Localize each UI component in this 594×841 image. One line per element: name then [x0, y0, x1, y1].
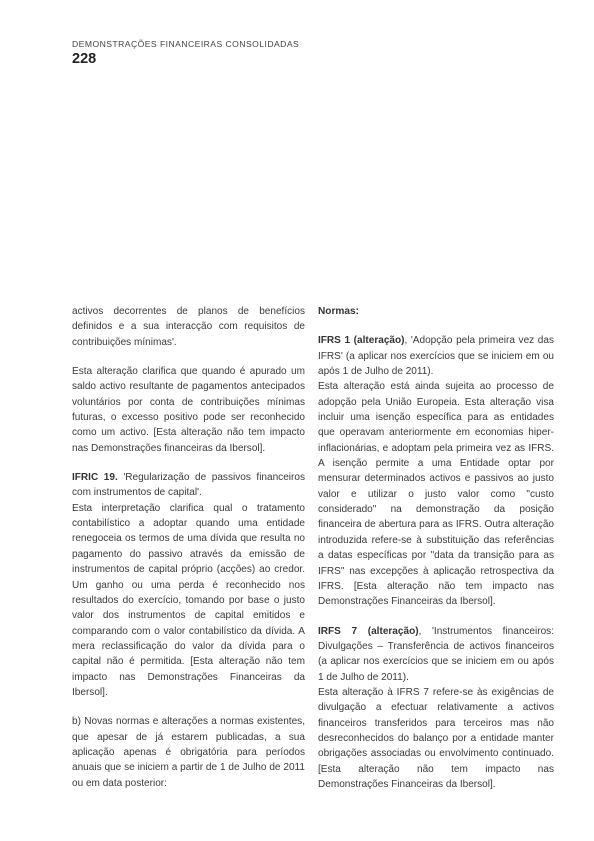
page-number: 228	[72, 51, 97, 67]
ifrs-7-body: Esta alteração à IFRS 7 refere-se às exigências de divulgação a efectuar relativamente a activos financeiros transferidos para terceiros mas não desreconhecidos do balanço por a entidade manter obrigações associadas ou envolvimento continuado. [Esta alteração não tem impacto nas Demonstrações Financeiras da Ibersol].	[318, 686, 554, 790]
paragraph-benefit-plans: activos decorrentes de planos de benefícios definidos e a sua interacção com requisitos de contribuições mínimas'.	[72, 306, 305, 348]
ifrs-1-label: IFRS 1 (alteração)	[318, 335, 405, 347]
ifrs-1-title: , 'Adopção pela primeira vez das IFRS' (a aplicar nos exercícios que se iniciem em ou após 1 de Julho de 2011).	[318, 335, 554, 378]
ifrs-7-label: IRFS 7 (alteração)	[318, 625, 419, 637]
paragraph-clarification: Esta alteração clarifica que quando é apurado um saldo activo resultante de pagamentos antecipados voluntários por conta de contribuições mínimas futuras, o excesso positivo pode ser reconhecido como um activo. [Esta alteração não tem impacto nas Demonstrações financeiras da Ibersol].	[72, 366, 305, 454]
standards-heading: Normas:	[318, 306, 359, 317]
paragraph-new-standards: b) Novas normas e alterações a normas existentes, que apesar de já estarem publicadas, a sua aplicação apenas é obrigatória para períodos anuais que se iniciem a partir de 1 de Julho de 2011 ou em data posterior:	[72, 716, 305, 789]
ifric-19-body: Esta interpretação clarifica qual o tratamento contabilístico a adoptar quando uma entidade renegoceia os termos de uma dívida que resulta no pagamento do passivo através da emissão de instrumentos de capital próprio (acções) ao credor. Um ganho ou uma perda é reconhecido nos resultados do exercício, tomando por base o justo valor dos instrumentos de capital emitidos e comparando com o valor contabilístico da dívida. A mera reclassificação do valor da dívida para o capital não é permitida. [Esta alteração não tem impacto nas Demonstrações Financeiras da Ibersol].	[72, 502, 305, 698]
paragraph-ifric-19	[72, 470, 305, 700]
ifric-19-label: IFRIC 19.	[72, 472, 118, 484]
paragraph-ifrs-7	[318, 624, 554, 793]
right-column	[318, 304, 554, 806]
paragraph-ifrs-1	[318, 333, 554, 609]
ifric-19-title: 'Regularização de passivos financeiros com instrumentos de capital'.	[72, 472, 305, 499]
ifrs-1-body: Esta alteração está ainda sujeita ao processo de adopção pela União Europeia. Esta alteração visa incluir uma isenção específica para as entidades que operavam anteriormente em economias hiper-inflacionárias, e adoptam pela primeira vez as IFRS. A isenção permite a uma Entidade optar por mensurar determinados activos e passivos ao justo valor e utilizar o justo valor como "custo considerado" na demonstração da posição financeira de abertura para as IFRS. Outra alteração introduzida refere-se à substituição das referências a datas específicas por "data da transição para as IFRS" nas excepções à aplicação retrospectiva da IFRS. [Esta alteração não tem impacto nas Demonstrações Financeiras da Ibersol].	[318, 381, 554, 608]
ifrs-7-title: , 'Instrumentos financeiros: Divulgações – Transferência de activos financeiros (a aplicar nos exercícios que se iniciem em ou após 1 de Julho de 2011).	[318, 625, 554, 683]
section-title: DEMONSTRAÇÕES FINANCEIRAS CONSOLIDADAS	[72, 39, 300, 49]
left-column	[72, 304, 305, 805]
